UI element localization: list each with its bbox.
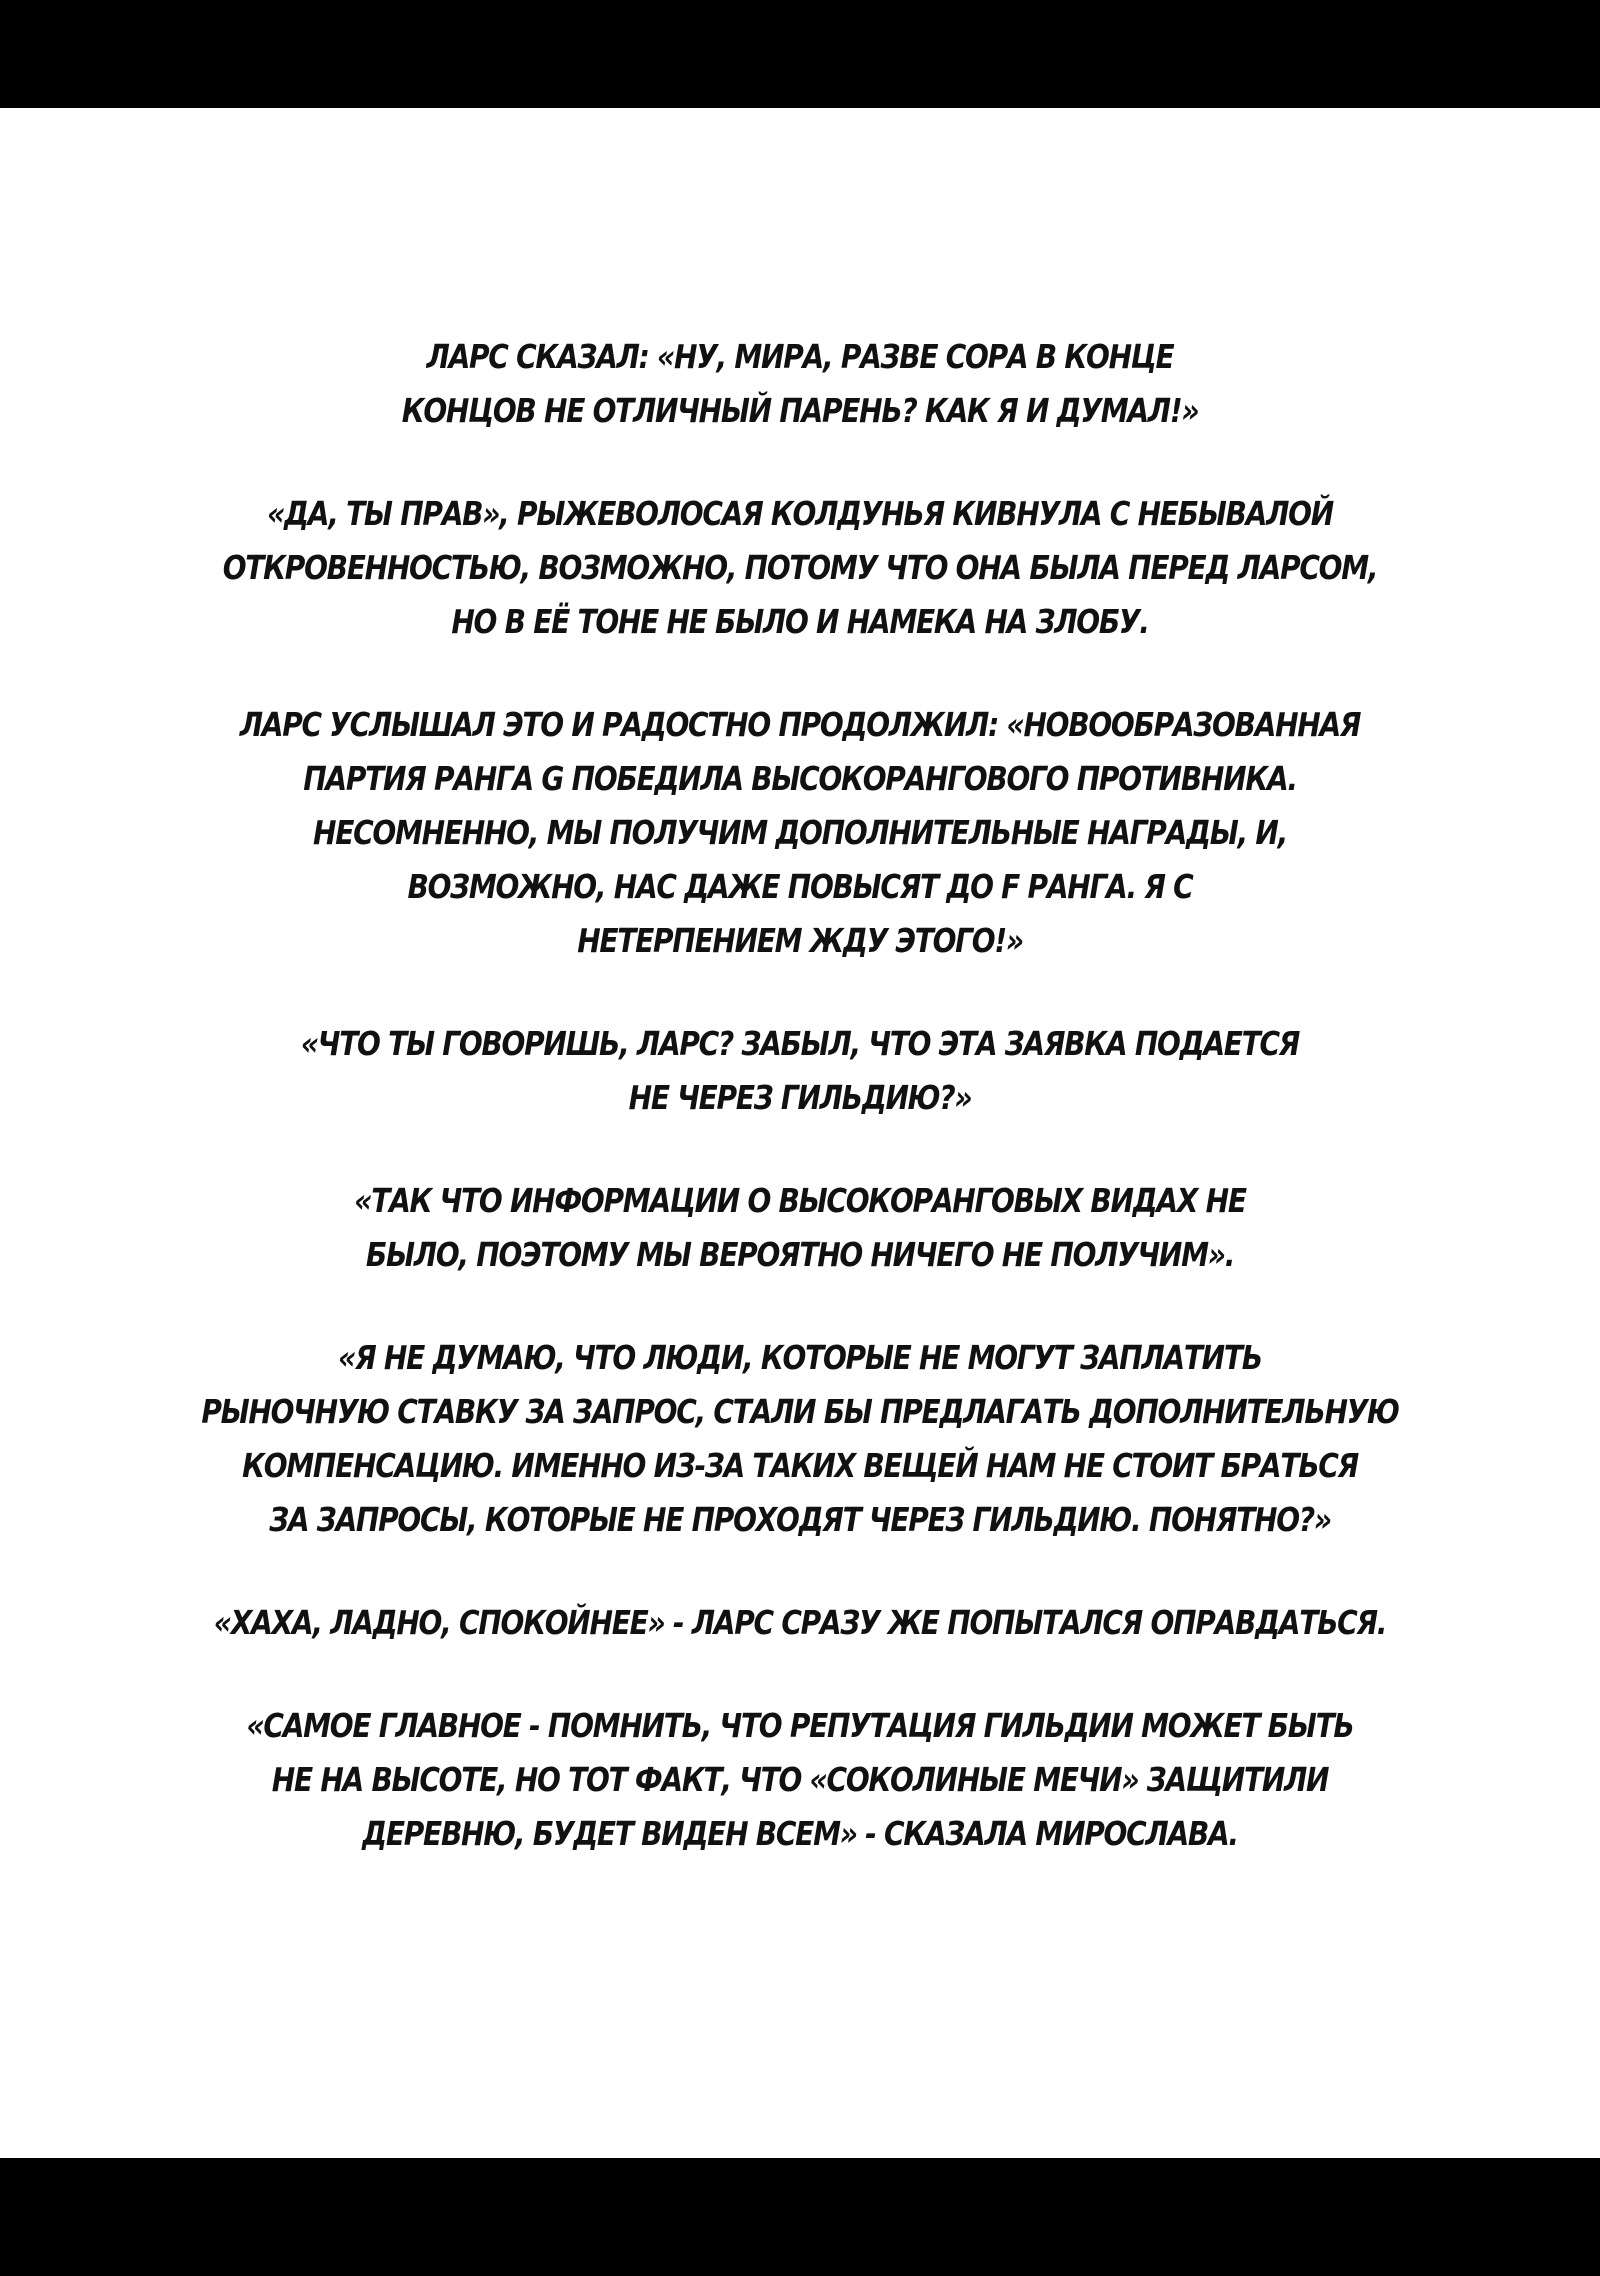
paragraph bbox=[197, 487, 1404, 649]
text-line: ЛАРС СКАЗАЛ: «НУ, МИРА, РАЗВЕ СОРА В КОНЦЕ bbox=[426, 337, 1174, 376]
text-line: ЛАРС УСЛЫШАЛ ЭТО И РАДОСТНО ПРОДОЛЖИЛ: «НОВООБРАЗОВАННАЯ bbox=[239, 705, 1361, 744]
text-line: НЕ ЧЕРЕЗ ГИЛЬДИЮ?» bbox=[628, 1078, 972, 1117]
text-line: БЫЛО, ПОЭТОМУ МЫ ВЕРОЯТНО НИЧЕГО НЕ ПОЛУЧИМ». bbox=[365, 1235, 1235, 1274]
text-line: «ХАХА, ЛАДНО, СПОКОЙНЕЕ» - ЛАРС СРАЗУ ЖЕ ПОПЫТАЛСЯ ОПРАВДАТЬСЯ. bbox=[213, 1603, 1387, 1642]
top-black-band bbox=[0, 0, 1600, 108]
paragraph bbox=[197, 1174, 1404, 1282]
text-line: НЕ НА ВЫСОТЕ, НО ТОТ ФАКТ, ЧТО «СОКОЛИНЫЕ МЕЧИ» ЗАЩИТИЛИ bbox=[271, 1760, 1329, 1799]
paragraph bbox=[197, 698, 1404, 968]
text-line: ЗА ЗАПРОСЫ, КОТОРЫЕ НЕ ПРОХОДЯТ ЧЕРЕЗ ГИЛЬДИЮ. ПОНЯТНО?» bbox=[269, 1500, 1331, 1539]
paragraph bbox=[197, 1331, 1404, 1547]
story-text bbox=[90, 330, 1510, 1910]
text-page bbox=[0, 108, 1600, 2158]
text-line: «САМОЕ ГЛАВНОЕ - ПОМНИТЬ, ЧТО РЕПУТАЦИЯ ГИЛЬДИИ МОЖЕТ БЫТЬ bbox=[246, 1706, 1354, 1745]
text-line: НЕТЕРПЕНИЕМ ЖДУ ЭТОГО!» bbox=[577, 921, 1023, 960]
paragraph bbox=[197, 330, 1404, 438]
text-line: «ТАК ЧТО ИНФОРМАЦИИ О ВЫСОКОРАНГОВЫХ ВИДАХ НЕ bbox=[354, 1181, 1246, 1220]
paragraph bbox=[197, 1596, 1404, 1650]
text-line: НО В ЕЁ ТОНЕ НЕ БЫЛО И НАМЕКА НА ЗЛОБУ. bbox=[451, 602, 1149, 641]
text-line: НЕСОМНЕННО, МЫ ПОЛУЧИМ ДОПОЛНИТЕЛЬНЫЕ НАГРАДЫ, И, bbox=[313, 813, 1287, 852]
text-line: «ЧТО ТЫ ГОВОРИШЬ, ЛАРС? ЗАБЫЛ, ЧТО ЭТА ЗАЯВКА ПОДАЕТСЯ bbox=[300, 1024, 1300, 1063]
text-line: «ДА, ТЫ ПРАВ», РЫЖЕВОЛОСАЯ КОЛДУНЬЯ КИВНУЛА С НЕБЫВАЛОЙ bbox=[267, 494, 1333, 533]
paragraph bbox=[197, 1017, 1404, 1125]
text-line: ДЕРЕВНЮ, БУДЕТ ВИДЕН ВСЕМ» - СКАЗАЛА МИРОСЛАВА. bbox=[362, 1814, 1238, 1853]
text-line: КОНЦОВ НЕ ОТЛИЧНЫЙ ПАРЕНЬ? КАК Я И ДУМАЛ!» bbox=[401, 391, 1199, 430]
text-line: КОМПЕНСАЦИЮ. ИМЕННО ИЗ-ЗА ТАКИХ ВЕЩЕЙ НАМ НЕ СТОИТ БРАТЬСЯ bbox=[242, 1446, 1358, 1485]
text-line: РЫНОЧНУЮ СТАВКУ ЗА ЗАПРОС, СТАЛИ БЫ ПРЕДЛАГАТЬ ДОПОЛНИТЕЛЬНУЮ bbox=[201, 1392, 1399, 1431]
paragraph bbox=[197, 1699, 1404, 1861]
text-line: «Я НЕ ДУМАЮ, ЧТО ЛЮДИ, КОТОРЫЕ НЕ МОГУТ ЗАПЛАТИТЬ bbox=[338, 1338, 1262, 1377]
text-line: ПАРТИЯ РАНГА G ПОБЕДИЛА ВЫСОКОРАНГОВОГО ПРОТИВНИКА. bbox=[303, 759, 1297, 798]
text-line: ОТКРОВЕННОСТЬЮ, ВОЗМОЖНО, ПОТОМУ ЧТО ОНА БЫЛА ПЕРЕД ЛАРСОМ, bbox=[222, 548, 1378, 587]
bottom-black-band bbox=[0, 2158, 1600, 2276]
text-line: ВОЗМОЖНО, НАС ДАЖЕ ПОВЫСЯТ ДО F РАНГА. Я С bbox=[407, 867, 1193, 906]
